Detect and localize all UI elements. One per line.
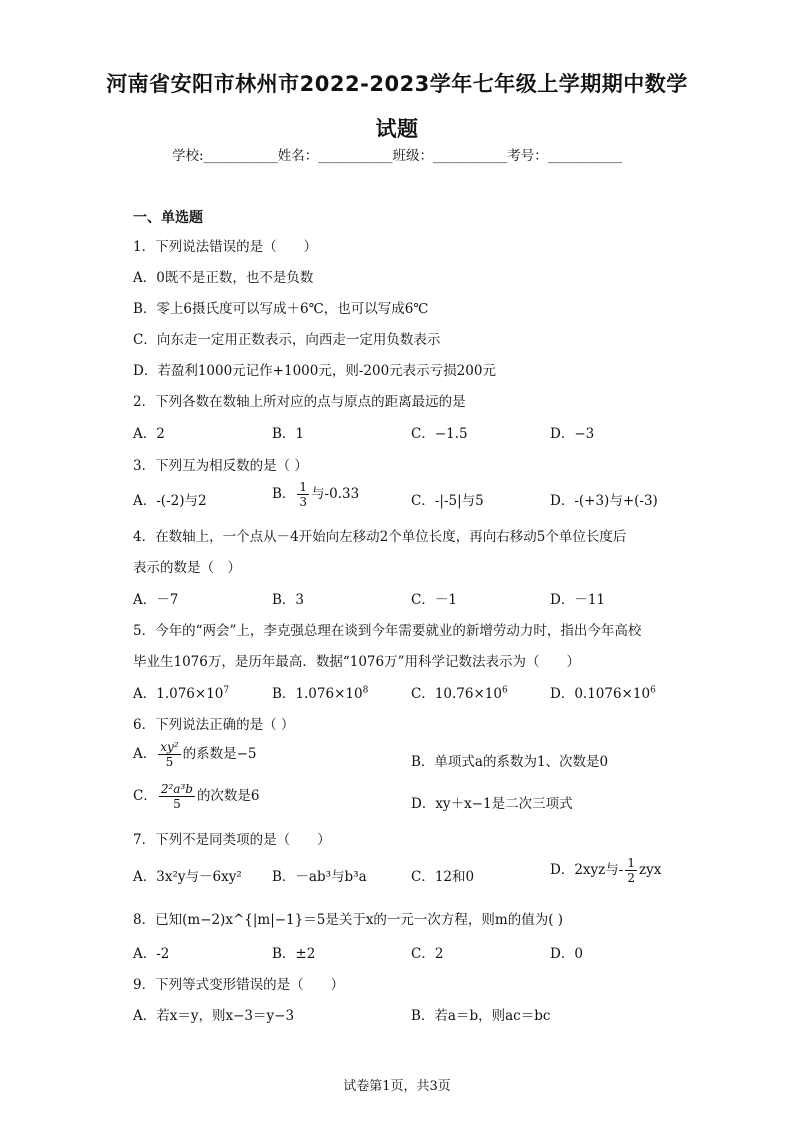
question-9-option-a: A．若x＝y，则x−3＝y−3 [133,1008,295,1024]
question-5-stem-line2: 毕业生1076万，是历年最高．数据“1076万”用科学记数法表示为（ ） [133,654,581,670]
question-2-stem: 2．下列各数在数轴上所对应的点与原点的距离最远的是 [133,394,466,410]
question-5-option-c: C．$10.76\times 10^6$ [411,685,508,702]
question-8-option-d: D．0 [550,946,583,962]
question-8-stem: 8．已知(m−2)x^{|m|−1}＝5是关于x的一元一次方程，则m的值为( ) [133,912,564,928]
question-7-stem: 7．下列不是同类项的是（ ） [133,832,331,848]
question-6-option-a: A． $\frac{\text{xy²}}{5}$ 的系数是−5 [133,740,257,769]
question-4-stem-line1: 4．在数轴上，一个点从－4开始向左移动2个单位长度，再向右移动5个单位长度后 [133,529,627,545]
question-5-stem-line1: 5．今年的“两会”上，李克强总理在谈到今年需要就业的新增劳动力时，指出今年高校 [133,623,642,639]
question-3-option-d: D．-(+3)与+(-3) [550,493,658,509]
question-3-option-b: B． $\frac{1}{3}$ 与-0.33 [272,480,360,509]
student-info-line: 学校:___________姓名：___________班级：___________考号：___________ [171,148,623,164]
question-4-option-c: C．－1 [411,592,457,608]
page-title-line2: 试题 [375,117,419,141]
question-9-option-b: B．若a＝b，则ac＝bc [411,1008,551,1024]
question-4-stem-line2: 表示的数是（ ） [133,560,241,576]
fraction: $\frac{\text{2²a³b}}{5}$ [160,782,193,811]
fraction: $\frac{1}{3}$ [299,480,308,509]
question-1-option-c: C．向东走一定用正数表示，向西走一定用负数表示 [133,332,441,348]
question-7-option-a: A．3x²y与－6xy² [133,869,242,885]
question-6-stem: 6．下列说法正确的是（ ） [133,717,295,733]
question-5-option-b: B．$1.076\times 10^8$ [272,685,369,702]
page-title: 河南省安阳市林州市2022-2023学年七年级上学期期中数学 [106,72,688,96]
question-9-stem: 9．下列等式变形错误的是（ ） [133,977,345,993]
fraction: $\frac{1}{2}$ [627,856,635,885]
fraction: $\frac{\text{xy²}}{5}$ [160,740,179,769]
question-1-option-d: D．若盈利1000元记作+1000元，则-200元表示亏损200元 [133,363,496,379]
question-8-option-b: B．±2 [272,946,316,962]
question-2-option-b: B．1 [272,426,305,442]
question-4-option-d: D．－11 [550,592,606,608]
question-2-option-c: C．−1.5 [411,426,468,442]
question-7-option-c: C．12和0 [411,869,475,885]
question-1-option-b: B．零上6摄氏度可以写成＋6℃，也可以写成6℃ [133,301,429,317]
question-4-option-a: A．－7 [133,592,179,608]
question-3-option-c: C．-|-5|与5 [411,493,484,509]
question-1-stem: 1．下列说法错误的是（ ） [133,239,318,255]
question-2-option-d: D．−3 [550,426,595,442]
question-7-option-b: B．－ab³与b³a [272,869,367,885]
question-5-option-d: D．$0.1076\times 10^6$ [550,685,656,702]
question-8-option-c: C．2 [411,946,444,962]
question-2-option-a: A．2 [133,426,165,442]
question-6-option-b: B．单项式a的系数为1、次数是0 [411,754,609,770]
question-6-option-d: D．xy＋x−1是二次三项式 [411,796,573,812]
question-8-option-a: A．-2 [133,946,170,962]
question-5-option-a: A．$1.076\times 10^7$ [133,685,230,702]
page-footer: 试卷第1页，共3页 [343,1079,451,1094]
question-3-option-a: A．-(-2)与2 [133,493,207,509]
question-4-option-b: B．3 [272,592,305,608]
section-heading: 一、单选题 [133,210,203,226]
question-6-option-c: C． $\frac{\text{2²a³b}}{5}$ 的次数是6 [133,782,260,811]
question-3-stem: 3．下列互为相反数的是（ ） [133,458,308,474]
question-7-option-d: D．2xyz与- $\frac{1}{2}$ zyx [550,856,662,885]
question-1-option-a: A．0既不是正数，也不是负数 [133,270,314,286]
